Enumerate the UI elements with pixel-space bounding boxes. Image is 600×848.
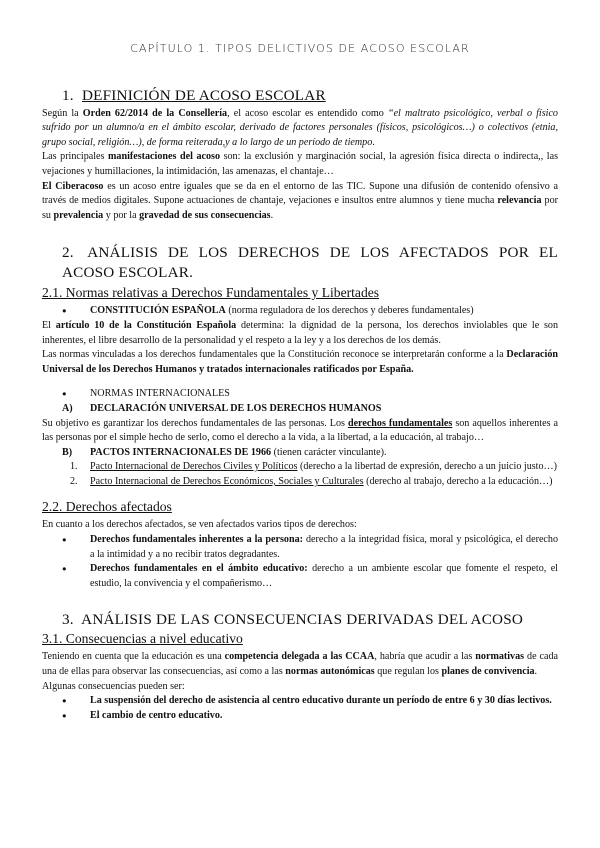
text-run: son aquellos inherentes a las personas por el simple hecho de serlo, como el derecho a la vida, a la libertad, a la educación, al trabajo… bbox=[42, 417, 558, 444]
bullet-constitucion bbox=[42, 304, 558, 319]
text-run: derecho a un ambiente escolar que fomente el respeto, el estudio, la convivencia y el compañerismo… bbox=[90, 563, 558, 589]
item-b bbox=[42, 446, 558, 461]
bold-term: gravedad de sus consecuencias bbox=[139, 209, 271, 221]
section-3-1-paragraph-1 bbox=[42, 650, 558, 679]
definition-quote: “el maltrato psicológico, verbal o físico sufrido por un alumno/a en el ámbito escolar, derivado de factores personales (físicos, psicológicos…) o colectivos (etnia, grupo social, religión…), de forma reiterada,y a lo largo de un período de tiempo bbox=[42, 107, 558, 148]
item-2 bbox=[42, 475, 558, 490]
section-2-1-paragraph-1 bbox=[42, 319, 558, 348]
item-1 bbox=[42, 460, 558, 475]
bold-term: normas autonómicas bbox=[285, 666, 375, 678]
underlined-term: Pacto Internacional de Derechos Económicos, Sociales y Culturales bbox=[90, 475, 364, 487]
bullet-normas-internacionales bbox=[42, 387, 558, 402]
text-run: Teniendo en cuenta que la educación es una bbox=[42, 651, 225, 663]
text-run: (tienen carácter vinculante). bbox=[271, 446, 387, 458]
bold-term: prevalencia bbox=[53, 209, 104, 221]
section-3-number: 3. bbox=[62, 611, 74, 629]
section-1-heading bbox=[62, 87, 558, 105]
section-1-paragraph-1 bbox=[42, 107, 558, 151]
text-run: por su bbox=[42, 195, 558, 221]
bold-term: El Ciberacoso bbox=[42, 180, 104, 192]
text-run: derecho a la integridad física, moral y psicológica, el derecho a la intimidad y a no recibir tratos degradantes. bbox=[90, 534, 558, 560]
bullet-cambio-centro: ● El cambio de centro educativo. bbox=[42, 709, 558, 724]
spacer bbox=[42, 489, 558, 499]
text-run: Su objetivo es garantizar los derechos fundamentales de las personas. Los bbox=[42, 417, 348, 429]
text-run: y por la bbox=[103, 209, 140, 221]
section-3-heading bbox=[62, 611, 558, 629]
section-1-number: 1. bbox=[62, 86, 74, 104]
orden-reference: Orden 62/2014 de la Consellería bbox=[82, 107, 228, 119]
bold-term: normativas bbox=[475, 651, 525, 663]
bold-term: PACTOS INTERNACIONALES DE 1966 bbox=[90, 446, 272, 458]
bold-term: derechos fundamentales bbox=[347, 417, 453, 429]
subsection-2-2-heading bbox=[42, 499, 558, 515]
text-run: , el acoso escolar es entendido como bbox=[227, 107, 388, 119]
item-label: A) bbox=[62, 402, 73, 414]
bold-term: manifestaciones del acoso bbox=[108, 151, 220, 163]
section-1-title: DEFINICIÓN DE ACOSO ESCOLAR bbox=[82, 86, 326, 104]
text-run: El bbox=[42, 319, 56, 331]
section-2-1-paragraph-3 bbox=[42, 417, 558, 446]
section-1-paragraph-3 bbox=[42, 180, 558, 224]
text-run: (derecho al trabajo, derecho a la educación…) bbox=[363, 475, 553, 487]
text-run: (norma reguladora de los derechos y deberes fundamentales) bbox=[225, 305, 474, 317]
text-run: Las normas vinculadas a los derechos fundamentales que la Constitución reconoce se interpretarán conforme a la bbox=[42, 349, 507, 361]
spacer bbox=[42, 377, 558, 387]
section-1-paragraph-2 bbox=[42, 150, 558, 179]
bold-term: DECLARACIÓN UNIVERSAL DE LOS DERECHOS HUMANOS bbox=[90, 402, 382, 414]
subsection-3-1-heading bbox=[42, 631, 558, 647]
underlined-term: Pacto Internacional de Derechos Civiles y Políticos bbox=[90, 461, 298, 473]
item-label: B) bbox=[62, 446, 73, 458]
item-label: 1. bbox=[70, 461, 78, 473]
bold-term: CONSTITUCIÓN ESPAÑOLA bbox=[90, 305, 226, 317]
text-run: es un acoso entre iguales que se da en el entorno de las TIC. Supone una difusión de contenido ofensivo a través de medios digitales. Supone actuaciones de chantaje, vejaciones e insultos entre alumnos y tiene mucha bbox=[42, 180, 558, 207]
bold-term: relevancia bbox=[497, 195, 542, 207]
text-run: . bbox=[270, 209, 274, 221]
section-2-heading bbox=[62, 243, 558, 283]
subsection-2-1-heading bbox=[42, 285, 558, 301]
subsection-2-2-title: 2.2. Derechos afectados bbox=[42, 499, 172, 515]
bold-term: artículo 10 de la Constitución Española bbox=[55, 319, 237, 331]
item-label: 2. bbox=[70, 475, 78, 487]
item-a bbox=[42, 402, 558, 417]
bold-term: Derechos fundamentales en el ámbito educativo: bbox=[90, 563, 308, 575]
text-run: (derecho a la libertad de expresión, derecho a un juicio justo…) bbox=[297, 461, 557, 473]
text-run: son: la exclusión y marginación social, la agresión física directa o indirecta,, las vejaciones y humillaciones, la intimidación, las amenazas, el chantaje… bbox=[42, 151, 558, 177]
chapter-title: CAPÍTULO 1. TIPOS DELICTIVOS DE ACOSO ESCOLAR bbox=[130, 42, 470, 55]
bold-term: planes de convivencia bbox=[441, 666, 535, 678]
text-run: que regulan los bbox=[374, 666, 442, 678]
subsection-3-1-title: 3.1. Consecuencias a nivel educativo bbox=[42, 631, 243, 647]
text-run: de cada una de ellas para observar las consecuencias, así como a las bbox=[42, 651, 559, 678]
bold-term: competencia delegada a las CCAA bbox=[224, 651, 375, 663]
section-3-1-paragraph-2: Algunas consecuencias pueden ser: bbox=[42, 680, 185, 692]
bold-term: Derechos fundamentales inherentes a la persona: bbox=[90, 534, 303, 546]
subsection-2-1-title: 2.1. Normas relativas a Derechos Fundamentales y Libertades bbox=[42, 285, 380, 301]
text-run: . bbox=[372, 136, 375, 148]
section-2-1-paragraph-2 bbox=[42, 348, 558, 377]
section-3-title: ANÁLISIS DE LAS CONSECUENCIAS DERIVADAS DEL ACOSO bbox=[81, 611, 524, 629]
bullet-derechos-educativo bbox=[42, 562, 558, 591]
text-run: . bbox=[534, 666, 538, 678]
section-2-title: ANÁLISIS DE LOS DERECHOS DE LOS AFECTADOS POR EL ACOSO ESCOLAR. bbox=[62, 244, 558, 282]
text-run: Las principales bbox=[42, 151, 108, 163]
bold-term: Declaración Universal de los Derechos Humanos y tratados internacionales ratificados por España. bbox=[42, 349, 558, 375]
bullet-suspension: ● La suspensión del derecho de asistencia al centro educativo durante un período de entre 6 y 30 días lectivos. bbox=[42, 694, 558, 709]
text-run: NORMAS INTERNACIONALES bbox=[90, 388, 230, 400]
text-run: Según la bbox=[42, 107, 83, 119]
section-2-2-paragraph-1: En cuanto a los derechos afectados, se ven afectados varios tipos de derechos: bbox=[42, 519, 357, 531]
text-run: , habría que acudir a las bbox=[374, 651, 476, 663]
text-run: determina: la dignidad de la persona, los derechos inviolables que le son inherentes, el libre desarrollo de la personalidad y el respeto a la ley y a los derechos de los demás. bbox=[42, 319, 558, 346]
section-2-number: 2. bbox=[62, 244, 74, 262]
bullet-derechos-persona bbox=[42, 533, 558, 562]
